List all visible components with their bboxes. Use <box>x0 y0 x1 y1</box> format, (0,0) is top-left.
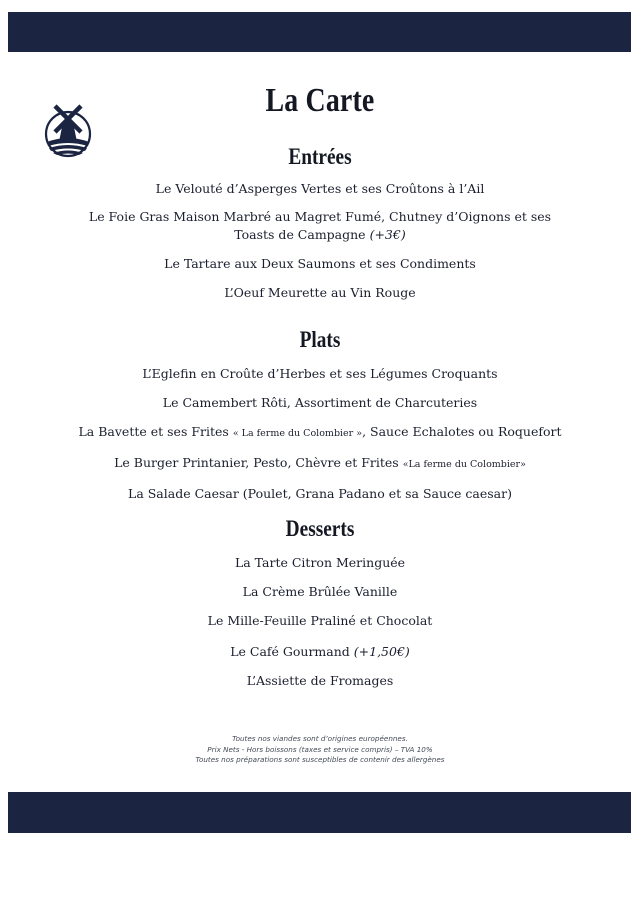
section-desserts <box>0 514 640 690</box>
menu-item-origin: « La ferme du Colombier » <box>232 428 363 439</box>
page-title: La Carte <box>265 82 375 119</box>
section-plats <box>0 325 640 503</box>
menu-item <box>70 554 570 572</box>
menu-item <box>70 583 570 601</box>
menu-item <box>70 365 570 383</box>
menu-item-text: Le Velouté d’Asperges Vertes et ses Croûtons à l’Ail <box>155 181 485 196</box>
menu-item <box>70 208 570 244</box>
menu-item-text: Le Burger Printanier, Pesto, Chèvre et Frites <box>114 455 399 470</box>
menu-item-text: La Tarte Citron Meringuée <box>234 555 406 570</box>
menu-item <box>50 423 590 443</box>
footer-notes <box>0 734 640 766</box>
menu-item-text: Le Foie Gras Maison Marbré au Magret Fumé, Chutney d’Oignons et ses Toasts de Campagne <box>88 209 552 242</box>
section-title-entrees: Entrées <box>288 144 352 169</box>
menu-item <box>70 672 570 690</box>
entrees-list <box>0 180 640 302</box>
menu-item <box>70 643 570 661</box>
menu-item-text: Le Mille-Feuille Praliné et Chocolat <box>207 613 433 628</box>
menu-item-text: Le Café Gourmand <box>230 644 350 659</box>
plats-list <box>0 365 640 503</box>
menu-item-text: La Crème Brûlée Vanille <box>242 584 398 599</box>
menu-item-origin: «La ferme du Colombier» <box>402 459 526 470</box>
header-band <box>8 12 631 52</box>
menu-item-text: La Bavette et ses Frites <box>78 424 229 439</box>
menu-item-text-suffix: , Sauce Echalotes ou Roquefort <box>362 424 562 439</box>
menu-item-text: La Salade Caesar (Poulet, Grana Padano et sa Sauce caesar) <box>128 486 512 501</box>
menu-item <box>70 394 570 412</box>
menu-item-text: Le Camembert Rôti, Assortiment de Charcuteries <box>162 395 478 410</box>
footer-band <box>8 792 631 833</box>
menu-item <box>70 255 570 273</box>
menu-item <box>70 485 570 503</box>
footer-line-origin: Toutes nos viandes sont d’origines européennes. <box>232 734 408 743</box>
menu-item <box>70 612 570 630</box>
menu-item-text: L’Assiette de Fromages <box>246 673 394 688</box>
menu-item-supplement: (+3€) <box>369 227 406 242</box>
section-title-plats: Plats <box>299 327 341 352</box>
section-title-desserts: Desserts <box>285 516 355 541</box>
desserts-list <box>0 554 640 690</box>
menu-item <box>70 180 570 198</box>
footer-line-prices: Prix Nets - Hors boissons (taxes et service compris) – TVA 10% <box>207 744 433 754</box>
menu-item-supplement: (+1,50€) <box>353 644 410 659</box>
menu-item-text: L’Oeuf Meurette au Vin Rouge <box>224 285 416 300</box>
menu-item-text: Le Tartare aux Deux Saumons et ses Condiments <box>164 256 476 271</box>
menu-item-text: L’Eglefin en Croûte d’Herbes et ses Légumes Croquants <box>142 366 498 381</box>
section-entrees <box>0 142 640 302</box>
menu-item <box>70 284 570 302</box>
menu-item <box>50 454 590 474</box>
footer-line-allergens: Toutes nos préparations sont susceptibles de contenir des allergènes <box>195 755 445 764</box>
